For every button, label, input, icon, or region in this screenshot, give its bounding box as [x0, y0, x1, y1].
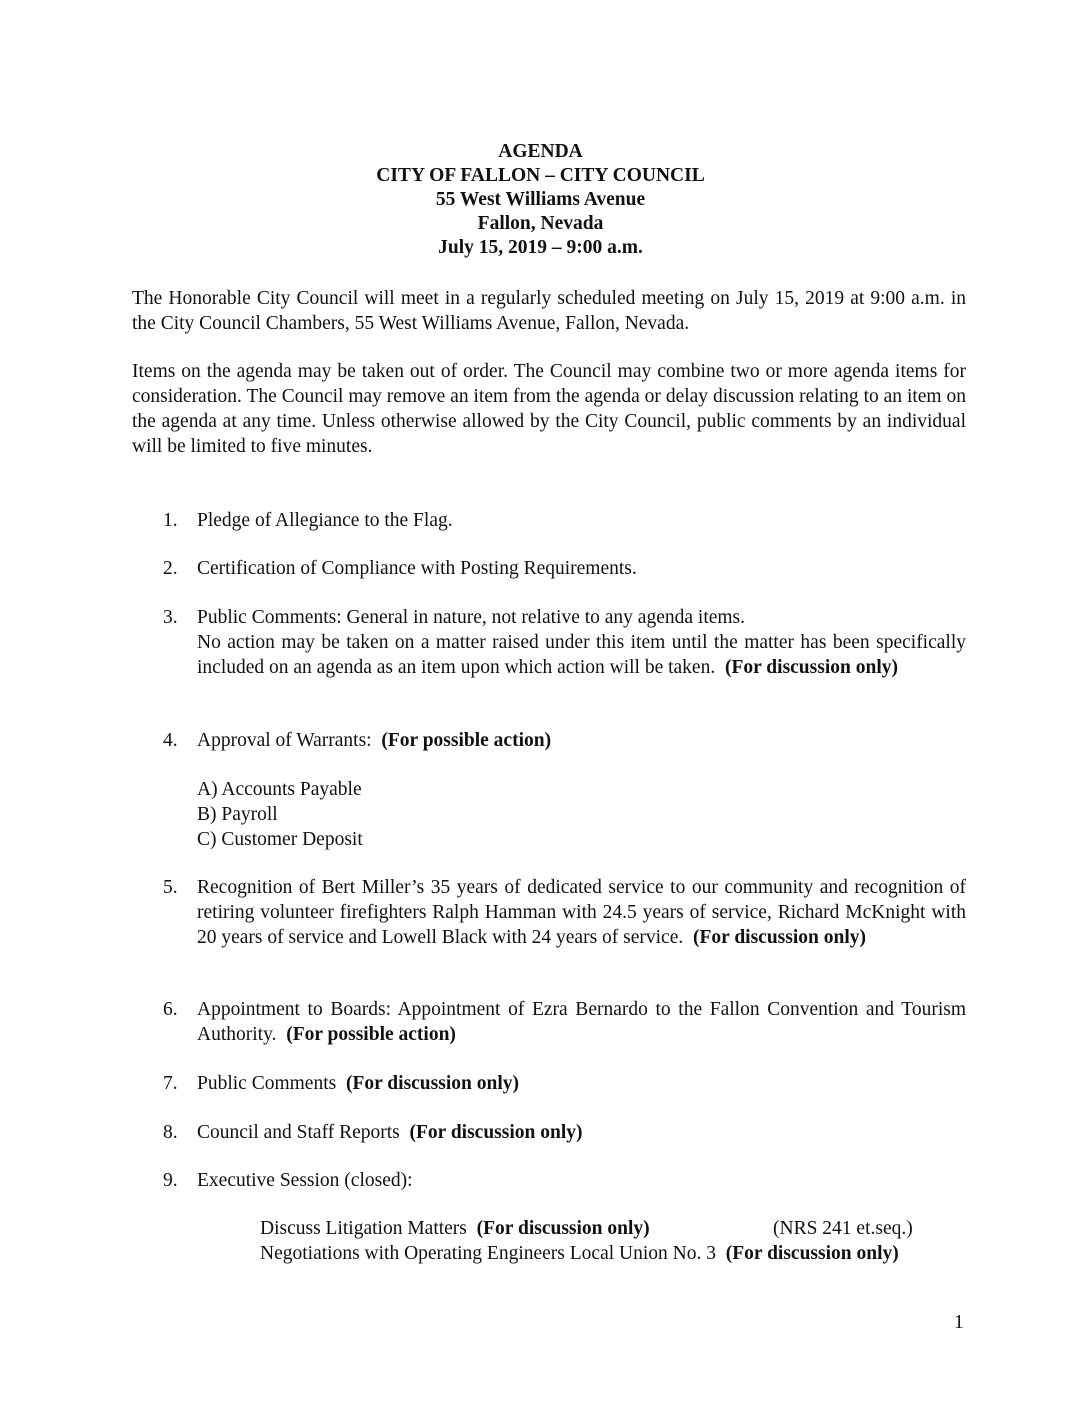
item-text-detail: No action may be taken on a matter raised under this item until the matter has been specifically included on an agenda as an item upon which action will be taken.	[197, 632, 966, 678]
page-number: 1	[954, 1312, 964, 1333]
item-number: 4.	[163, 730, 178, 751]
agenda-item	[163, 1071, 966, 1096]
item-action-note: (For discussion only)	[409, 1122, 583, 1143]
notice-paragraph: Items on the agenda may be taken out of order. The Council may combine two or more agenda items for consideration. The Council may remove an item from the agenda or delay discussion relating to an item on the agenda at any time. Unless otherwise allowed by the City Council, public comments by an individual will be limited to five minutes.	[132, 361, 966, 457]
item-action-note: (For possible action)	[286, 1024, 456, 1045]
item-number: 6.	[163, 999, 178, 1020]
item-number: 2.	[163, 558, 178, 579]
council-name: CITY OF FALLON – CITY COUNCIL	[376, 165, 705, 186]
executive-session-list	[260, 1216, 913, 1266]
item-text: Public Comments: General in nature, not relative to any agenda items.	[197, 607, 746, 628]
subitem: C) Customer Deposit	[197, 829, 363, 850]
executive-item-text: Negotiations with Operating Engineers Local Union No. 3	[260, 1243, 716, 1264]
item-action-note: (For possible action)	[381, 730, 552, 751]
agenda-title: AGENDA	[498, 141, 583, 162]
meeting-address: 55 West Williams Avenue	[435, 189, 646, 210]
item-number: 7.	[163, 1073, 178, 1094]
subitem: B) Payroll	[197, 804, 278, 825]
item-number: 8.	[163, 1122, 178, 1143]
item-text: Approval of Warrants:	[197, 730, 372, 751]
item-action-note: (For discussion only)	[345, 1073, 519, 1094]
item-action-note: (For discussion only)	[724, 657, 898, 678]
item-text: Certification of Compliance with Posting Requirements.	[197, 558, 637, 579]
warrant-subitems	[197, 777, 363, 852]
executive-item	[260, 1216, 913, 1241]
agenda-item	[163, 556, 966, 581]
meeting-datetime: July 15, 2019 – 9:00 a.m.	[438, 237, 643, 258]
meeting-city: Fallon, Nevada	[477, 213, 604, 234]
statute-reference: (NRS 241 et.seq.)	[773, 1218, 913, 1239]
item-number: 1.	[163, 510, 178, 531]
item-number: 9.	[163, 1170, 178, 1191]
agenda-item	[163, 508, 966, 533]
item-text: Appointment to Boards: Appointment of Ezra Bernardo to the Fallon Convention and Tourism Authority.	[197, 999, 966, 1045]
agenda-item	[163, 728, 966, 753]
item-text: Executive Session (closed):	[197, 1170, 413, 1191]
item-number: 3.	[163, 607, 178, 628]
executive-item-text: Discuss Litigation Matters	[260, 1218, 467, 1239]
item-text: Recognition of Bert Miller’s 35 years of dedicated service to our community and recognition of retiring volunteer firefighters Ralph Hamman with 24.5 years of service, Richard McKnight with 20 years of service and Lowell Black with 24 years of service.	[197, 877, 966, 948]
item-number: 5.	[163, 877, 178, 898]
agenda-item	[163, 997, 966, 1047]
item-text: Public Comments	[197, 1073, 337, 1094]
agenda-item	[163, 605, 966, 680]
executive-item-note: (For discussion only)	[725, 1243, 899, 1264]
agenda-item	[163, 1120, 966, 1145]
agenda-item	[163, 875, 966, 950]
intro-paragraph: The Honorable City Council will meet in a regularly scheduled meeting on July 15, 2019 at 9:00 a.m. in the City Council Chambers, 55 West Williams Avenue, Fallon, Nevada.	[132, 288, 966, 334]
executive-item	[260, 1241, 899, 1266]
item-text: Council and Staff Reports	[197, 1122, 400, 1143]
subitem: A) Accounts Payable	[197, 779, 362, 800]
agenda-header	[0, 140, 1081, 260]
executive-item-note: (For discussion only)	[476, 1218, 650, 1239]
item-action-note: (For discussion only)	[693, 927, 867, 948]
agenda-item	[163, 1168, 966, 1193]
item-text: Pledge of Allegiance to the Flag.	[197, 510, 453, 531]
